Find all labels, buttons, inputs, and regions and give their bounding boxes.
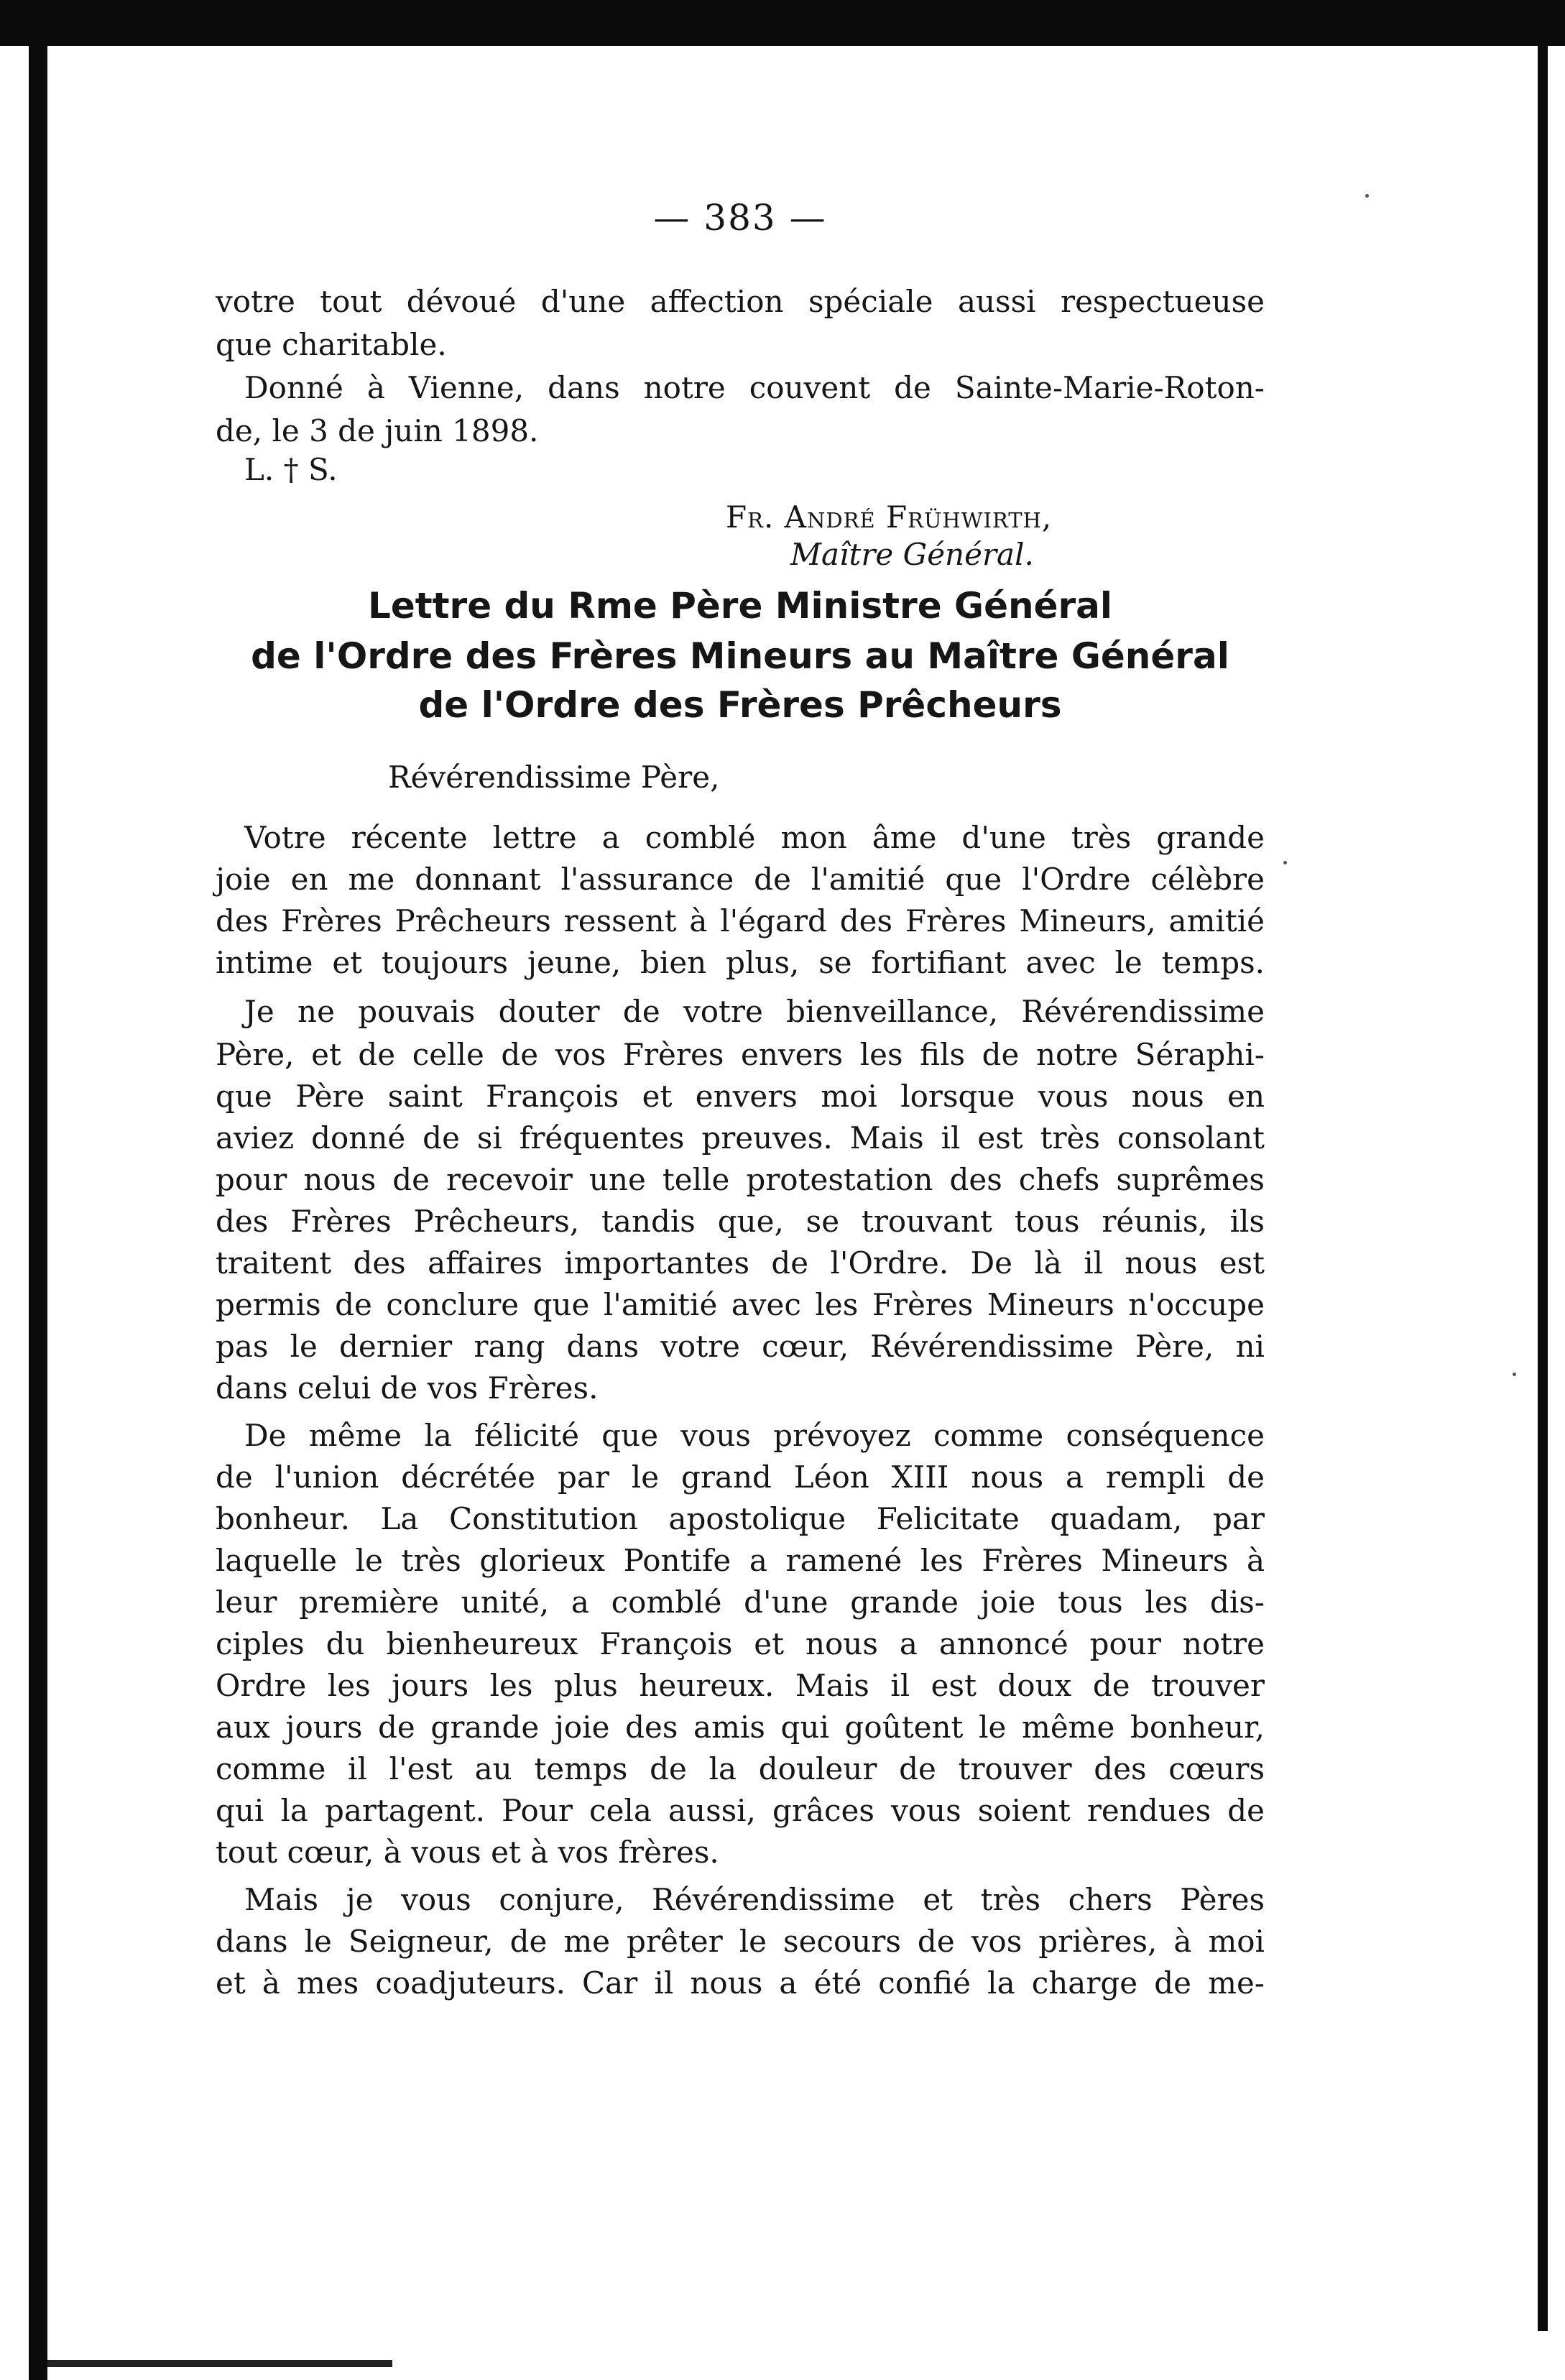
text-line: votre tout dévoué d'une affection spéciale aussi respectueuse: [216, 284, 1265, 319]
body-line: dans le Seigneur, de me prêter le secours de vos prières, à moi: [216, 1924, 1265, 1959]
scan-speck: [1283, 861, 1287, 864]
body-line: joie en me donnant l'assurance de l'amitié que l'Ordre célèbre: [216, 862, 1265, 897]
seal-mark: L. † S.: [244, 452, 338, 487]
body-line: pour nous de recevoir une telle protestation des chefs suprêmes: [216, 1162, 1265, 1197]
body-line: qui la partagent. Pour cela aussi, grâces vous soient rendues de: [216, 1793, 1265, 1828]
body-line: Mais je vous conjure, Révérendissime et très chers Pères: [244, 1882, 1265, 1917]
body-line: Je ne pouvais douter de votre bienveillance, Révérendissime: [244, 994, 1265, 1029]
body-line: Père, et de celle de vos Frères envers les fils de notre Séraphi-: [216, 1037, 1265, 1072]
body-line: bonheur. La Constitution apostolique Felicitate quadam, par: [216, 1501, 1265, 1536]
scan-speck: [1365, 194, 1369, 198]
body-line: et à mes coadjuteurs. Car il nous a été confié la charge de me-: [216, 1965, 1265, 2001]
body-line: des Frères Prêcheurs, tandis que, se trouvant tous réunis, ils: [216, 1204, 1265, 1239]
body-line: pas le dernier rang dans votre cœur, Révérendissime Père, ni: [216, 1329, 1265, 1364]
body-line: Votre récente lettre a comblé mon âme d'une très grande: [244, 820, 1265, 855]
body-line: aux jours de grande joie des amis qui goûtent le même bonheur,: [216, 1710, 1265, 1745]
body-line: De même la félicité que vous prévoyez comme conséquence: [244, 1418, 1265, 1453]
text-line: Donné à Vienne, dans notre couvent de Sainte-Marie-Roton-: [244, 370, 1265, 405]
body-line: leur première unité, a comblé d'une grande joie tous les dis-: [216, 1585, 1265, 1620]
page-number: — 383 —: [653, 197, 827, 239]
scan-border-right: [1538, 46, 1548, 2331]
body-line: comme il l'est au temps de la douleur de trouver des cœurs: [216, 1751, 1265, 1786]
scan-border-top: [0, 0, 1565, 46]
body-line: aviez donné de si fréquentes preuves. Mais il est très consolant: [216, 1120, 1265, 1156]
body-line: traitent des affaires importantes de l'Ordre. De là il nous est: [216, 1245, 1265, 1281]
letter-heading: de l'Ordre des Frères Prêcheurs: [418, 684, 1062, 726]
text-line: que charitable.: [216, 327, 447, 362]
salutation: Révérendissime Père,: [388, 760, 720, 795]
letter-heading: de l'Ordre des Frères Mineurs au Maître Général: [251, 635, 1229, 677]
scan-mark-bottom: [47, 2360, 392, 2367]
body-line: permis de conclure que l'amitié avec les Frères Mineurs n'occupe: [216, 1287, 1265, 1322]
body-line: intime et toujours jeune, bien plus, se fortifiant avec le temps.: [216, 945, 1265, 980]
body-line: tout cœur, à vous et à vos frères.: [216, 1835, 719, 1870]
text-line: de, le 3 de juin 1898.: [216, 413, 539, 448]
body-line: de l'union décrétée par le grand Léon XIII nous a rempli de: [216, 1459, 1265, 1495]
scan-border-left: [29, 46, 47, 2380]
body-line: Ordre les jours les plus heureux. Mais il est doux de trouver: [216, 1668, 1265, 1703]
body-line: laquelle le très glorieux Pontife a ramené les Frères Mineurs à: [216, 1543, 1265, 1578]
signature-name: Fr. André Frühwirth,: [726, 499, 1053, 535]
body-line: des Frères Prêcheurs ressent à l'égard des Frères Mineurs, amitié: [216, 903, 1265, 938]
signature-title: Maître Général.: [790, 537, 1034, 572]
scan-speck: [1513, 1373, 1516, 1376]
letter-heading: Lettre du Rme Père Ministre Général: [367, 585, 1113, 627]
body-line: dans celui de vos Frères.: [216, 1370, 599, 1406]
body-line: ciples du bienheureux François et nous a annoncé pour notre: [216, 1626, 1265, 1661]
body-line: que Père saint François et envers moi lorsque vous nous en: [216, 1079, 1265, 1114]
